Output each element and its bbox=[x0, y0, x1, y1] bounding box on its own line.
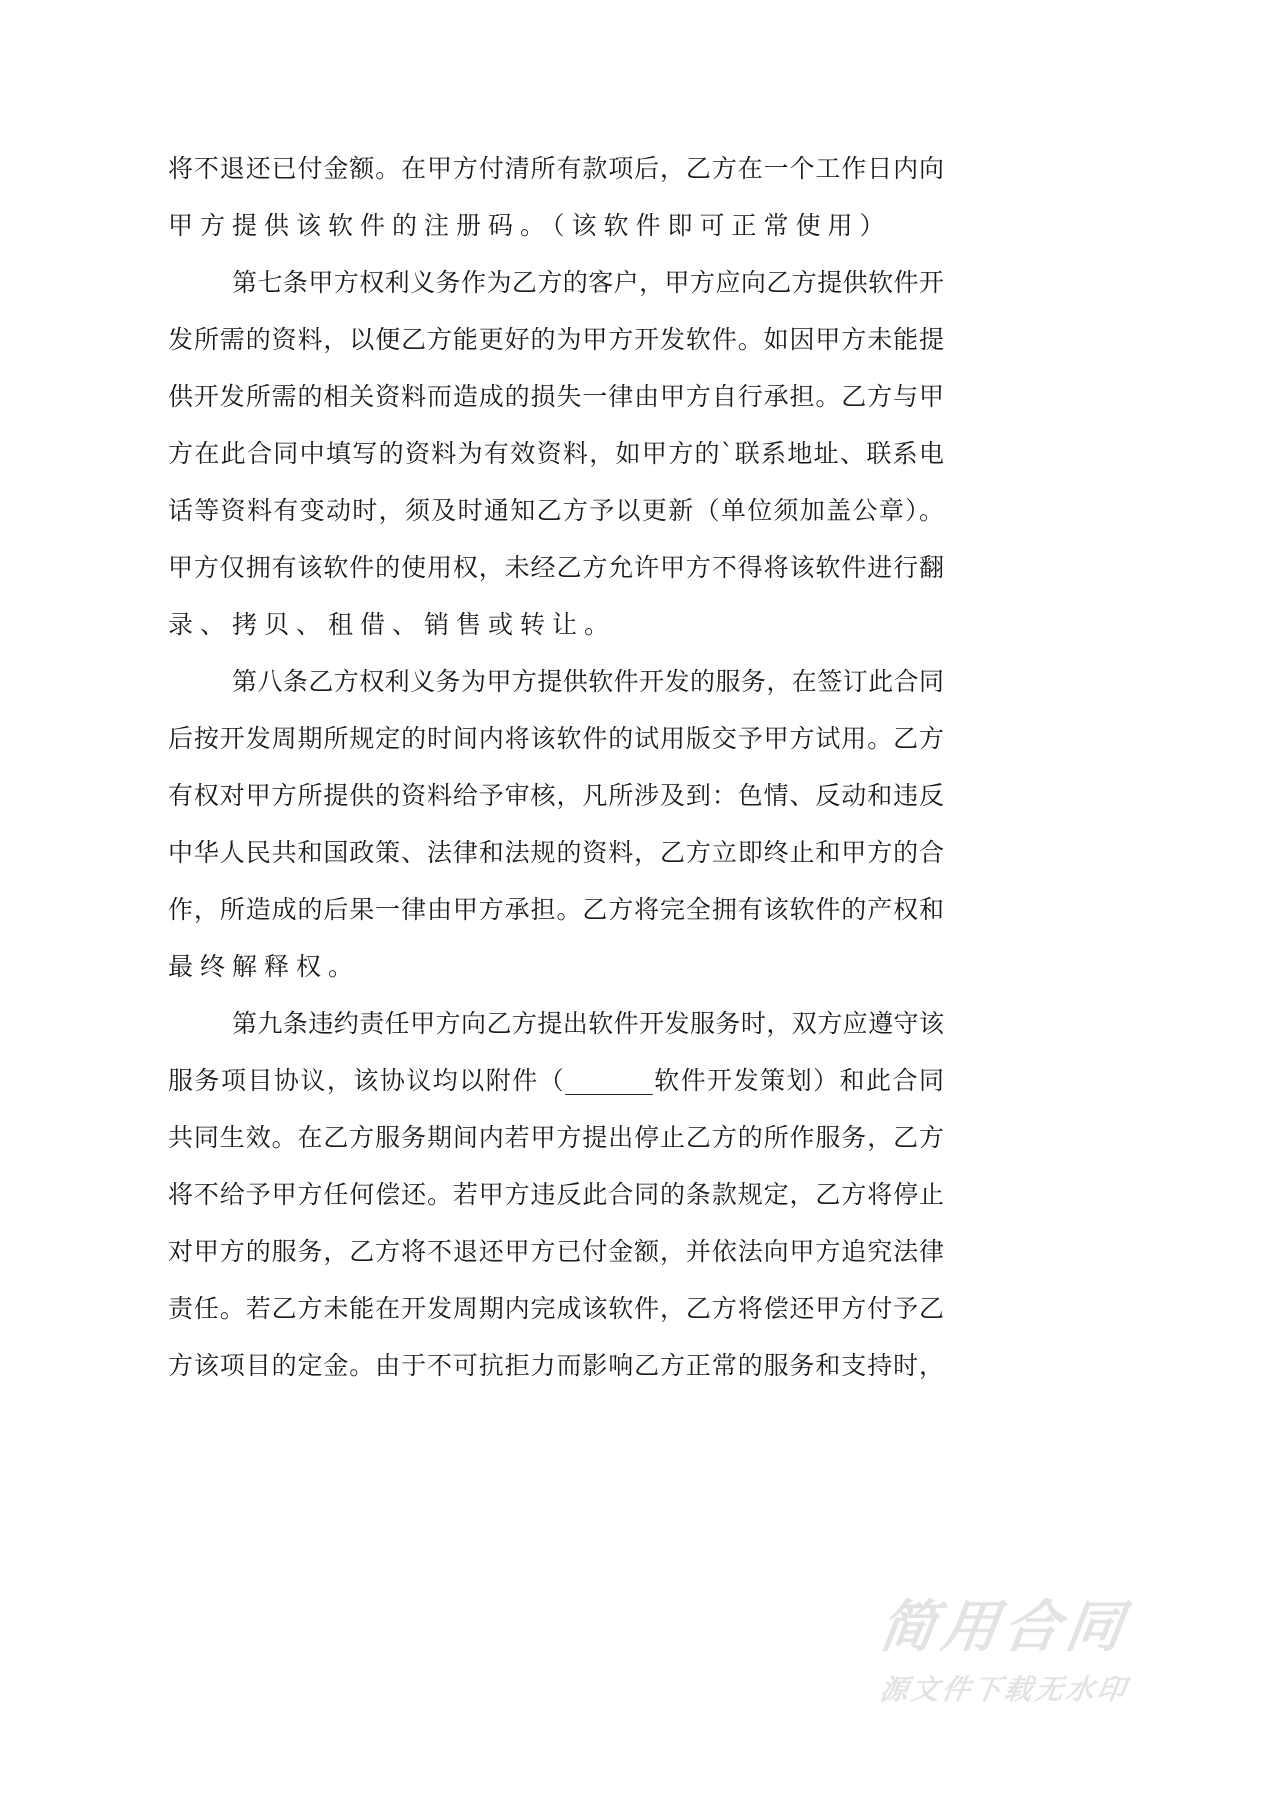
text-line: 后按开发周期所规定的时间内将该软件的试用版交予甲方试用。乙方 bbox=[168, 724, 944, 753]
watermark bbox=[875, 1595, 1200, 1706]
text-line: 将不给予甲方任何偿还。若甲方违反此合同的条款规定，乙方将停止 bbox=[168, 1180, 944, 1209]
text-line: 话等资料有变动时，须及时通知乙方予以更新（单位须加盖公章）。 bbox=[168, 496, 944, 525]
paragraph-article-8 bbox=[168, 659, 944, 1001]
text-line: 中华人民共和国政策、法律和法规的资料，乙方立即终止和甲方的合 bbox=[168, 838, 944, 867]
text-line: 对甲方的服务，乙方将不退还甲方已付金额，并依法向甲方追究法律 bbox=[168, 1237, 944, 1266]
text-line: 最终解释权。 bbox=[168, 952, 361, 981]
text-line: 第七条甲方权利义务作为乙方的客户，甲方应向乙方提供软件开 bbox=[232, 268, 944, 297]
text-line: 录、拷贝、租借、销售或转让。 bbox=[168, 610, 617, 639]
text-line: 供开发所需的相关资料而造成的损失一律由甲方自行承担。乙方与甲 bbox=[168, 382, 944, 411]
text-line: 发所需的资料，以便乙方能更好的为甲方开发软件。如因甲方未能提 bbox=[168, 325, 944, 354]
text-line: 方在此合同中填写的资料为有效资料，如甲方的`联系地址、联系电 bbox=[168, 439, 944, 468]
text-line: 甲方提供该软件的注册码。（该软件即可正常使用） bbox=[168, 211, 892, 240]
text-line: 第八条乙方权利义务为甲方提供软件开发的服务，在签订此合同 bbox=[232, 667, 944, 696]
text-line: 有权对甲方所提供的资料给予审核，凡所涉及到：色情、反动和违反 bbox=[168, 781, 944, 810]
watermark-title: 简用合同 bbox=[875, 1595, 1133, 1660]
text-line: 责任。若乙方未能在开发周期内完成该软件，乙方将偿还甲方付予乙 bbox=[168, 1294, 944, 1323]
text-line: 将不退还已付金额。在甲方付清所有款项后，乙方在一个工作日内向 bbox=[168, 154, 944, 183]
document-page bbox=[168, 146, 944, 1400]
text-line: 服务项目协议，该协议均以附件（_______软件开发策划）和此合同 bbox=[168, 1066, 944, 1095]
text-line: 甲方仅拥有该软件的使用权，未经乙方允许甲方不得将该软件进行翻 bbox=[168, 553, 944, 582]
paragraph-continuation bbox=[168, 146, 944, 260]
text-line: 方该项目的定金。由于不可抗拒力而影响乙方正常的服务和支持时， bbox=[168, 1351, 944, 1380]
paragraph-article-7 bbox=[168, 260, 944, 659]
paragraph-article-9 bbox=[168, 1001, 944, 1400]
text-line: 作，所造成的后果一律由甲方承担。乙方将完全拥有该软件的产权和 bbox=[168, 895, 944, 924]
text-line: 第九条违约责任甲方向乙方提出软件开发服务时，双方应遵守该 bbox=[232, 1009, 944, 1038]
watermark-subtitle: 源文件下载无水印 bbox=[877, 1673, 1131, 1706]
text-line: 共同生效。在乙方服务期间内若甲方提出停止乙方的所作服务，乙方 bbox=[168, 1123, 944, 1152]
